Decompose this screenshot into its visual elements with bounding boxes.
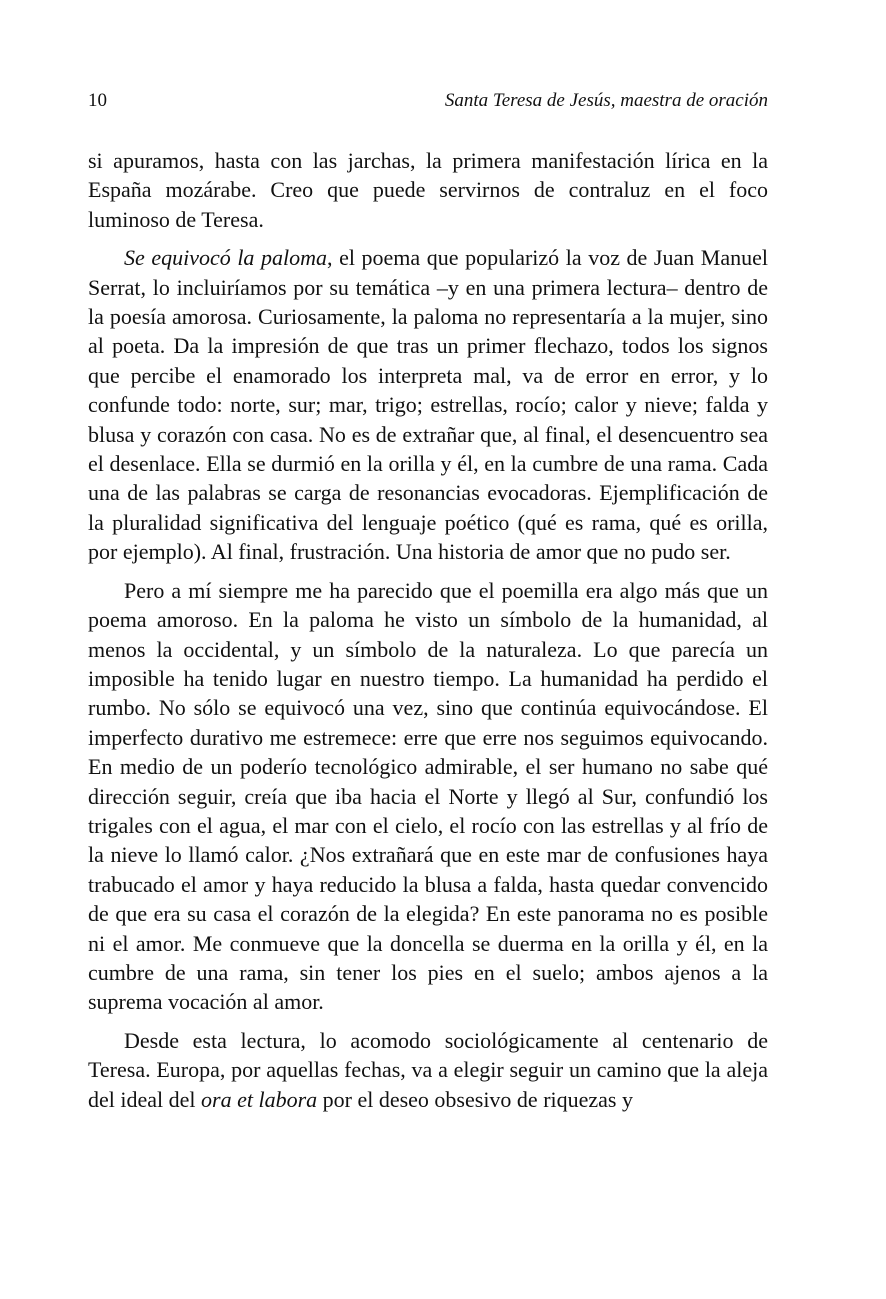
body-text — [88, 146, 768, 1123]
paragraph-2-text: , el poema que popularizó la voz de Juan Manuel Serrat, lo incluiríamos por su temática –y en una primera lectura– dentro de la poesía amorosa. Curiosamente, la paloma no representaría a la mujer, sino al poeta. Da la impresión de que tras un primer flechazo, todos los signos que percibe el enamorado los interpreta mal, va de error en error, y lo confunde todo: norte, sur; mar, trigo; estrellas, rocío; calor y nieve; falda y blusa y corazón con casa. No es de extrañar que, al final, el desencuentro sea el desenlace. Ella se durmió en la orilla y él, en la cumbre de una rama. Cada una de las palabras se carga de resonancias evocadoras. Ejemplificación de la pluralidad significativa del lenguaje poético (qué es rama, qué es orilla, por ejemplo). Al final, frustración. Una historia de amor que no pudo ser. — [88, 245, 768, 565]
page-header — [88, 90, 768, 114]
paragraph-4-text-before: Desde esta lectura, lo acomodo sociológicamente al centenario de Teresa. Europa, por aquellas fechas, va a elegir seguir un camino que la aleja del ideal del — [88, 1027, 768, 1112]
paragraph-3 — [88, 576, 768, 1017]
paragraph-2 — [88, 243, 768, 566]
paragraph-1-text: si apuramos, hasta con las jarchas, la primera manifestación lírica en la España mozárabe. Creo que puede servirnos de contraluz en el foco luminoso de Teresa. — [88, 148, 768, 232]
paragraph-4-text-after: por el deseo obsesivo de riquezas y — [317, 1086, 633, 1112]
running-title: Santa Teresa de Jesús, maestra de oración — [444, 90, 768, 111]
paragraph-1 — [88, 146, 768, 234]
paragraph-3-text: Pero a mí siempre me ha parecido que el poemilla era algo más que un poema amoroso. En la paloma he visto un símbolo de la humanidad, al menos la occidental, y un símbolo de la naturaleza. Lo que parecía un imposible ha tenido lugar en nuestro tiempo. La humanidad ha perdido el rumbo. No sólo se equivocó una vez, sino que continúa equivocándose. El imperfecto durativo me estremece: erre que erre nos seguimos equivocando. En medio de un poderío tecnológico admirable, el ser humano no sabe qué dirección seguir, creía que iba hacia el Norte y llegó al Sur, confundió los trigales con el agua, el mar con el cielo, el rocío con las estrellas y al frío de la nieve lo llamó calor. ¿Nos extrañará que en este mar de confusiones haya trabucado el amor y haya reducido la blusa a falda, hasta quedar convencido de que era su casa el corazón de la elegida? En este panorama no es posible ni el amor. Me conmueve que la doncella se duerma en la orilla y él, en la cumbre de una rama, sin tener los pies en el suelo; ambos ajenos a la suprema vocación al amor. — [88, 577, 768, 1015]
poem-title: Se equivocó la paloma — [124, 245, 328, 271]
page-number: 10 — [88, 90, 107, 111]
paragraph-4 — [88, 1026, 768, 1114]
latin-phrase: ora et labora — [201, 1086, 318, 1112]
